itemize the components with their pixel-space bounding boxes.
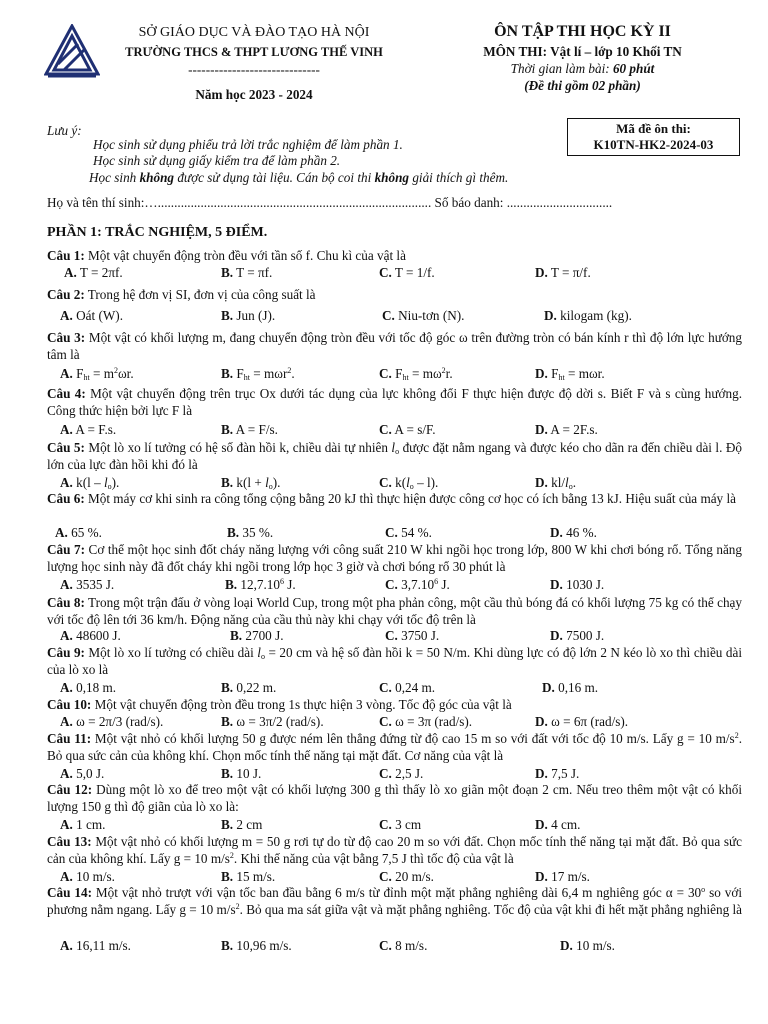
option-text: T = π/f.	[547, 265, 591, 280]
option-text: ω = 3π/2 (rad/s).	[233, 714, 324, 729]
option-text: 3 cm	[391, 817, 422, 832]
option-text: kilogam (kg).	[556, 308, 632, 323]
option-text: 10 m/s.	[572, 938, 615, 953]
option-c[interactable]	[379, 766, 423, 783]
option-letter: C.	[379, 680, 392, 695]
option-b[interactable]	[221, 308, 275, 325]
option-c[interactable]	[379, 938, 427, 955]
option-letter: B.	[225, 577, 238, 592]
option-letter: A.	[60, 869, 73, 884]
option-c[interactable]	[385, 525, 432, 542]
question-text: Một vật nhỏ có khối lượng 50 g được ném lên thẳng đứng từ độ cao 15 m so với đất với tốc độ 10 m/s. Lấy g = 10 $m/s^2$. Bỏ qua sức cản của không khí. Chọn mốc tính thế năng tại mặt đất. Cơ năng của vật là	[47, 731, 742, 763]
option-d[interactable]	[535, 817, 580, 834]
option-a[interactable]	[60, 869, 115, 886]
option-text: 48600 J.	[72, 628, 121, 643]
question-number: Câu 4:	[47, 386, 86, 401]
options-row	[47, 938, 747, 955]
option-text: A = F/s.	[233, 422, 278, 437]
option-letter: A.	[60, 308, 73, 323]
question-5	[47, 440, 742, 474]
exam-code-value: K10TN-HK2-2024-03	[593, 137, 714, 153]
option-text: 1 cm.	[72, 817, 106, 832]
option-letter: C.	[379, 817, 392, 832]
question-number: Câu 12:	[47, 782, 93, 797]
option-letter: D.	[535, 869, 548, 884]
option-text: 10,96 m/s.	[233, 938, 292, 953]
option-letter: C.	[379, 869, 392, 884]
option-text: 2 cm	[233, 817, 263, 832]
options-row	[47, 475, 747, 492]
question-12	[47, 782, 742, 816]
options-row	[47, 869, 747, 886]
option-text: A = 2F.s.	[547, 422, 598, 437]
option-letter: C.	[379, 422, 392, 437]
question-3	[47, 330, 742, 364]
question-text: Một lò xo lí tưởng có chiều dài $l_o = 20$ cm và hệ số đàn hồi k = 50 N/m. Khi dùng lực có độ lớn 2 N kéo lò xo thì chiều dài của lò xo là	[47, 645, 742, 677]
option-letter: D.	[535, 366, 548, 381]
question-9	[47, 645, 742, 679]
option-c[interactable]	[379, 366, 453, 383]
exam-subject: MÔN THI: Vật lí – lớp 10 Khối TN	[483, 44, 682, 60]
question-2	[47, 287, 742, 304]
option-text: 4 cm.	[547, 817, 581, 832]
option-d[interactable]	[535, 422, 598, 439]
option-letter: A.	[55, 525, 68, 540]
option-letter: A.	[60, 766, 73, 781]
option-c[interactable]	[379, 714, 472, 731]
question-text: Một vật nhỏ trượt với vận tốc ban đầu bằng 6 m/s từ đỉnh một mặt phẳng nghiêng dài 6,4 m nghiêng góc $\alpha = 30^o$ so với phương nằm ngang. Lấy g = 10 $m/s^2$. Bỏ qua ma sát giữa vật và mặt phẳng nghiêng. Tốc độ của vật khi đi hết mặt phẳng nghiêng là	[47, 885, 743, 917]
option-b[interactable]	[221, 869, 275, 886]
option-c[interactable]	[379, 422, 436, 439]
option-c[interactable]	[379, 869, 434, 886]
option-letter: A.	[60, 938, 73, 953]
option-text: 15 m/s.	[233, 869, 276, 884]
option-text: 2700 J.	[242, 628, 284, 643]
option-d[interactable]	[542, 680, 598, 697]
option-letter: A.	[60, 475, 73, 490]
option-text: 7500 J.	[562, 628, 605, 643]
option-text: $F_{ht} = m\omega r^2$.	[233, 366, 295, 382]
option-text: ω = 2π/3 (rad/s).	[72, 714, 164, 729]
option-b[interactable]	[221, 938, 292, 955]
option-c[interactable]	[385, 577, 450, 594]
option-letter: A.	[60, 577, 73, 592]
option-text: 65 %.	[67, 525, 102, 540]
option-letter: D.	[560, 938, 573, 953]
option-c[interactable]	[379, 680, 435, 697]
student-info-line: Họ và tên thí sinh:…................................................................................... Số báo danh: ................................	[47, 195, 613, 210]
option-text: 3,7.10$^6$ J.	[397, 577, 450, 592]
option-d[interactable]	[544, 308, 632, 325]
question-text: Một vật chuyển động tròn đều với tần số f. Chu kì của vật là	[84, 248, 406, 263]
option-letter: A.	[64, 265, 77, 280]
option-b[interactable]	[221, 422, 278, 439]
option-d[interactable]	[550, 628, 604, 645]
option-text: 3535 J.	[72, 577, 115, 592]
question-number: Câu 13:	[47, 834, 92, 849]
option-d[interactable]	[535, 265, 591, 282]
option-c[interactable]	[379, 475, 438, 492]
option-text: 0,24 m.	[391, 680, 436, 695]
option-letter: D.	[535, 265, 548, 280]
options-row	[47, 308, 747, 325]
option-a[interactable]	[60, 475, 119, 492]
option-letter: D.	[535, 817, 548, 832]
school-logo-icon	[44, 24, 100, 80]
option-letter: A.	[60, 366, 73, 381]
question-text: Trong một trận đấu ở vòng loại World Cup, trong một pha phản công, một cầu thủ bóng đá có khối lượng 75 kg có thể chạy với tốc độ lên tới 36 km/h. Động năng của cầu thủ này khi chạy với tốc độ trên là	[47, 595, 743, 627]
option-text: ω = 6π (rad/s).	[547, 714, 629, 729]
option-text: 54 %.	[397, 525, 432, 540]
option-b[interactable]	[225, 577, 296, 594]
option-d[interactable]	[535, 714, 628, 731]
option-text: 3750 J.	[397, 628, 440, 643]
options-row	[47, 714, 747, 731]
option-letter: C.	[385, 577, 398, 592]
option-letter: A.	[60, 422, 73, 437]
option-letter: B.	[221, 422, 234, 437]
question-number: Câu 8:	[47, 595, 85, 610]
question-8	[47, 595, 742, 629]
option-letter: B.	[230, 628, 243, 643]
option-text: 16,11 m/s.	[72, 938, 131, 953]
school-year: Năm học 2023 - 2024	[195, 86, 313, 102]
question-number: Câu 14:	[47, 885, 92, 900]
school-name: TRƯỜNG THCS & THPT LƯƠNG THẾ VINH	[125, 44, 383, 59]
option-text: 20 m/s.	[391, 869, 434, 884]
option-text: 10 m/s.	[72, 869, 115, 884]
exam-code-label: Mã đề ôn thi:	[616, 121, 691, 136]
dept-name: SỞ GIÁO DỤC VÀ ĐÀO TẠO HÀ NỘI	[138, 25, 370, 40]
option-letter: B.	[221, 475, 234, 490]
part1-title: PHẦN 1: TRẮC NGHIỆM, 5 ĐIỂM.	[47, 225, 268, 240]
exam-parts-note: (Đề thi gồm 02 phần)	[524, 78, 641, 94]
option-letter: D.	[550, 628, 563, 643]
question-text: Một vật có khối lượng m, đang chuyển động tròn đều với tốc độ góc ω trên đường tròn có bán kính r thì độ lớn lực hướng tâm là	[47, 330, 742, 362]
question-text: Một vật nhỏ có khối lượng m = 50 g rơi tự do từ độ cao 20 m so với đất. Chọn mốc tính thế năng tại mặt đất. Bỏ qua sức cản của không khí. Lấy g = 10 $m/s^2$. Khi thế năng của vật bằng 7,5 J thì tốc độ của vật là	[47, 834, 742, 866]
option-letter: A.	[60, 817, 73, 832]
option-c[interactable]	[379, 265, 435, 282]
option-c[interactable]	[385, 628, 439, 645]
question-number: Câu 7:	[47, 542, 85, 557]
option-b[interactable]	[221, 766, 261, 783]
option-text: $kl/l_o$.	[547, 475, 577, 491]
option-text: 5,0 J.	[72, 766, 105, 781]
option-text: 0,22 m.	[233, 680, 277, 695]
option-letter: B.	[221, 938, 234, 953]
option-a[interactable]	[60, 366, 134, 383]
question-number: Câu 5:	[47, 440, 85, 455]
option-d[interactable]	[550, 525, 597, 542]
option-b[interactable]	[221, 680, 276, 697]
question-number: Câu 10:	[47, 697, 92, 712]
option-text: 35 %.	[239, 525, 274, 540]
option-d[interactable]	[535, 366, 605, 383]
option-letter: A.	[60, 714, 73, 729]
option-a[interactable]	[60, 938, 131, 955]
question-text: Trong hệ đơn vị SI, đơn vị của công suất là	[84, 287, 316, 302]
option-text: 7,5 J.	[547, 766, 580, 781]
option-b[interactable]	[221, 265, 272, 282]
option-letter: B.	[221, 714, 234, 729]
option-a[interactable]	[60, 714, 163, 731]
question-text: Dùng một lò xo để treo một vật có khối lượng 300 g thì thấy lò xo giãn một đoạn 2 cm. Nếu treo thêm một vật có khối lượng 150 g thì độ giãn của lò xo là:	[47, 782, 743, 814]
question-7	[47, 542, 742, 576]
option-letter: C.	[379, 265, 392, 280]
option-a[interactable]	[64, 265, 123, 282]
option-letter: C.	[379, 475, 392, 490]
question-number: Câu 6:	[47, 491, 85, 506]
option-letter: B.	[221, 680, 234, 695]
option-letter: B.	[221, 817, 234, 832]
option-a[interactable]	[60, 817, 105, 834]
options-row	[47, 680, 747, 697]
option-letter: D.	[535, 422, 548, 437]
exam-title: ÔN TẬP THI HỌC KỲ II	[494, 23, 671, 40]
option-a[interactable]	[60, 628, 121, 645]
option-a[interactable]	[60, 766, 104, 783]
options-row	[47, 366, 747, 383]
option-text: $F_{ht} = m\omega^2r$.	[391, 366, 453, 382]
option-text: T = 1/f.	[391, 265, 435, 280]
option-text: 10 J.	[233, 766, 262, 781]
option-text: $F_{ht} = m^2\omega r$.	[72, 366, 134, 382]
exam-time: Thời gian làm bài: 60 phút	[510, 61, 655, 77]
option-text: 8 m/s.	[391, 938, 428, 953]
option-letter: D.	[542, 680, 555, 695]
option-letter: A.	[60, 628, 73, 643]
header-divider: ------------------------------	[188, 61, 320, 77]
option-b[interactable]	[230, 628, 284, 645]
exam-header	[410, 22, 755, 95]
option-letter: C.	[379, 714, 392, 729]
option-text: 1030 J.	[562, 577, 605, 592]
question-text: Một vật chuyển động trên trục Ox dưới tác dụng của lực không đổi F thực hiện được độ dời s. Biết F và s cùng hướng. Công thức hiện bởi lực F là	[47, 386, 742, 418]
note-line-1: Học sinh sử dụng phiếu trả lời trắc nghiệm để làm phần 1.	[93, 137, 403, 152]
options-row	[47, 265, 747, 282]
option-text: T = πf.	[233, 265, 273, 280]
options-row	[47, 525, 747, 542]
exam-code-box	[567, 118, 740, 156]
question-text: Một máy cơ khi sinh ra công tổng cộng bằng 20 kJ thì thực hiện được công cơ học có ích bằng 13 kJ. Hiệu suất của máy là	[84, 491, 736, 506]
question-6	[47, 491, 742, 508]
options-row	[47, 628, 747, 645]
option-letter: D.	[550, 525, 563, 540]
question-text: Cơ thể một học sinh đốt cháy năng lượng với công suất 210 W khi ngồi học trong lớp, 800 W khi chơi bóng rổ. Tổng năng lượng học sinh này đã đốt cháy khi ngồi trong lớp học 3 giờ và chơi bóng rổ 30 phút là	[47, 542, 742, 574]
option-text: $k(l + l_o)$.	[233, 475, 281, 491]
option-d[interactable]	[535, 766, 579, 783]
option-a[interactable]	[60, 577, 114, 594]
option-text: Jun (J).	[233, 308, 276, 323]
option-letter: B.	[221, 265, 234, 280]
option-text: Oát (W).	[72, 308, 123, 323]
question-1	[47, 248, 742, 265]
option-letter: D.	[535, 475, 548, 490]
question-number: Câu 1:	[47, 248, 85, 263]
option-c[interactable]	[379, 817, 421, 834]
option-letter: B.	[227, 525, 240, 540]
option-text: 17 m/s.	[547, 869, 590, 884]
option-b[interactable]	[221, 714, 324, 731]
option-text: Niu-tơn (N).	[394, 308, 465, 323]
options-row	[47, 577, 747, 594]
option-letter: A.	[60, 680, 73, 695]
option-letter: C.	[379, 366, 392, 381]
question-14	[47, 885, 742, 919]
option-letter: C.	[379, 938, 392, 953]
option-letter: D.	[544, 308, 557, 323]
question-text: Một lò xo lí tưởng có hệ số đàn hồi k, chiều dài tự nhiên $l_o$ được đặt nằm ngang và được kéo cho dãn ra đến chiều dài l. Độ lớn của lực đàn hồi khi đó là	[47, 440, 742, 472]
option-letter: D.	[550, 577, 563, 592]
option-text: 12,7.10$^6$ J.	[237, 577, 296, 592]
option-letter: C.	[382, 308, 395, 323]
question-number: Câu 9:	[47, 645, 85, 660]
option-text: $k(l - l_o)$.	[72, 475, 120, 491]
option-text: A = s/F.	[391, 422, 436, 437]
note-line-3: Học sinh không được sử dụng tài liệu. Cán bộ coi thi không giải thích gì thêm.	[89, 170, 509, 185]
option-a[interactable]	[55, 525, 102, 542]
option-b[interactable]	[221, 817, 262, 834]
option-text: ω = 3π (rad/s).	[391, 714, 473, 729]
school-header	[104, 24, 404, 104]
option-d[interactable]	[535, 869, 590, 886]
option-letter: C.	[379, 766, 392, 781]
option-text: A = F.s.	[72, 422, 117, 437]
option-letter: B.	[221, 869, 234, 884]
option-letter: C.	[385, 525, 398, 540]
question-text: Một vật chuyển động tròn đều trong 1s thực hiện 3 vòng. Tốc độ góc của vật là	[91, 697, 512, 712]
option-a[interactable]	[60, 422, 116, 439]
question-13	[47, 834, 742, 868]
question-number: Câu 11:	[47, 731, 92, 746]
option-letter: D.	[535, 714, 548, 729]
options-row	[47, 422, 747, 439]
notes-label: Lưu ý:	[47, 123, 82, 138]
option-text: 2,5 J.	[391, 766, 424, 781]
note-line-2: Học sinh sử dụng giấy kiểm tra để làm phần 2.	[93, 153, 341, 168]
option-d[interactable]	[535, 475, 576, 492]
option-b[interactable]	[227, 525, 273, 542]
option-letter: D.	[535, 766, 548, 781]
option-a[interactable]	[60, 308, 123, 325]
question-10	[47, 697, 742, 714]
option-letter: B.	[221, 308, 234, 323]
question-number: Câu 2:	[47, 287, 85, 302]
option-text: T = 2πf.	[76, 265, 123, 280]
option-b[interactable]	[221, 366, 295, 383]
option-letter: C.	[385, 628, 398, 643]
options-row	[47, 817, 747, 834]
option-text: 0,16 m.	[554, 680, 599, 695]
option-text: $F_{ht} = m\omega r$.	[547, 366, 605, 382]
question-number: Câu 3:	[47, 330, 86, 345]
option-c[interactable]	[382, 308, 464, 325]
option-a[interactable]	[60, 680, 116, 697]
question-4	[47, 386, 742, 420]
option-letter: B.	[221, 366, 234, 381]
options-row	[47, 766, 747, 783]
option-text: 0,18 m.	[72, 680, 117, 695]
option-text: $k(l_o - l)$.	[391, 475, 439, 491]
option-text: 46 %.	[562, 525, 597, 540]
option-d[interactable]	[550, 577, 604, 594]
option-d[interactable]	[560, 938, 615, 955]
question-11	[47, 731, 742, 765]
option-letter: B.	[221, 766, 234, 781]
option-b[interactable]	[221, 475, 280, 492]
